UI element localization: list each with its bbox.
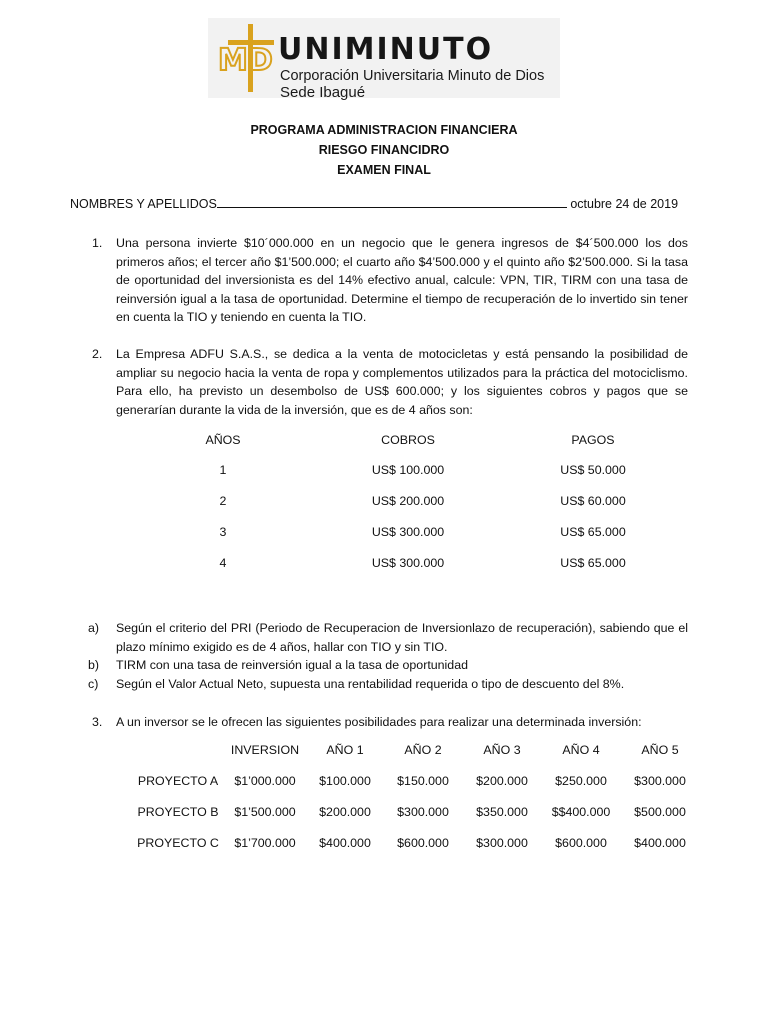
exam-title: EXAMEN FINAL [337,163,431,177]
table-cell: $1’500.000 [234,805,296,819]
logo-name: UNIMINUTO [278,32,494,67]
table-cell: US$ 200.000 [371,494,445,508]
table-header: INVERSION [230,743,300,757]
sub-question-text: TIRM con una tasa de reinversión igual a la tasa de oportunidad [116,658,468,672]
table-cell: $600.000 [397,836,449,850]
table-cell: PROYECTO C [137,836,219,850]
table-header: AÑO 4 [562,743,600,757]
question-text: A un inversor se le ofrecen las siguientes posibilidades para realizar una determinada inversión: [116,715,642,729]
logo-subtitle: Corporación Universitaria Minuto de Dios [280,68,545,84]
student-name-line [70,197,710,211]
table-cell: US$ 50.000 [560,463,626,477]
table-cell: $150.000 [397,774,449,788]
table-cell: $400.000 [634,836,686,850]
course-title: RIESGO FINANCIDRO [318,143,450,157]
table-cell: $300.000 [634,774,686,788]
table-header: AÑO 1 [326,743,364,757]
table-cell: 2 [219,494,227,508]
table-cell: $600.000 [555,836,607,850]
sub-question-label: c) [88,677,99,691]
table-header: AÑO 5 [641,743,679,757]
sub-question-text: Según el criterio del PRI (Periodo de Recuperacion de Inversionlazo de recuperación), sabiendo que el plazo mínimo exigido es de 4 años, hallar con TIO y sin TIO. [116,621,688,654]
logo-campus: Sede Ibagué [280,84,366,101]
table-cell: PROYECTO A [137,774,219,788]
table-header: AÑOS [205,433,241,447]
question-text: Una persona invierte $10´000.000 en un negocio que le genera ingresos de $4´500.000 los dos primeros años; el tercer año $1’500.000; el cuarto año $4’500.000 y el quinto año $2’500.000. Si la tasa de oportunidad del inversionista es del 14% efectivo anual, calcule: VPN, TIR, TIRM con una tasa de reinversión igual a la tasa de oportunidad. Determine el tiempo de recuperación de lo invertido sin tener en cuenta la TIO y teniendo en cuenta la TIO. [116,236,688,325]
table-cell: $400.000 [319,836,371,850]
table-cell: $300.000 [397,805,449,819]
sub-question-label: a) [88,621,100,635]
program-title: PROGRAMA ADMINISTRACION FINANCIERA [250,123,518,137]
table-cell: $500.000 [634,805,686,819]
table-cell: US$ 300.000 [371,556,445,570]
table-cell: $1’700.000 [234,836,296,850]
table-cell: US$ 60.000 [560,494,626,508]
table-cell: PROYECTO B [137,805,219,819]
question-text: La Empresa ADFU S.A.S., se dedica a la venta de motocicletas y está pensando la posibilidad de ampliar su negocio hacia la venta de ropa y complementos utilizados para la práctica del motociclismo. Para ello, ha previsto un desembolso de US$ 600.000; y los siguientes cobros y pagos que se generarían durante la vida de la inversión, que es de 4 años son: [116,347,688,417]
logo-letters: MD [218,43,273,78]
sub-question-text: Según el Valor Actual Neto, supuesta una rentabilidad requerida o tipo de descuento del 8%. [116,677,625,691]
table-cell: $300.000 [476,836,528,850]
table-cell: $200.000 [319,805,371,819]
question-number: 1. [92,236,103,250]
sub-question-label: b) [88,658,100,672]
table-header: PAGOS [571,433,615,447]
table-cell: US$ 300.000 [371,525,445,539]
table-cell: $$400.000 [551,805,611,819]
table-cell: $350.000 [476,805,528,819]
table-cell: 3 [219,525,227,539]
table-cell: US$ 65.000 [560,556,626,570]
table-cell: US$ 65.000 [560,525,626,539]
table-cell: $100.000 [319,774,371,788]
table-cell: $250.000 [555,774,607,788]
question-number: 3. [92,715,103,729]
table-header: AÑO 3 [483,743,521,757]
name-blank[interactable] [217,197,567,208]
table-cell: $200.000 [476,774,528,788]
uniminuto-logo [208,18,560,101]
table-header: COBROS [381,433,435,447]
question-number: 2. [92,347,103,361]
table-cell: 4 [219,556,227,570]
table-cell: US$ 100.000 [371,463,445,477]
exam-title-block [0,120,768,180]
logo-emblem-icon [214,22,278,94]
table-cell: 1 [219,463,227,477]
table-cell: $1’000.000 [234,774,296,788]
exam-date: octubre 24 de 2019 [570,197,679,211]
table-header: AÑO 2 [404,743,442,757]
name-label: NOMBRES Y APELLIDOS [70,197,217,211]
